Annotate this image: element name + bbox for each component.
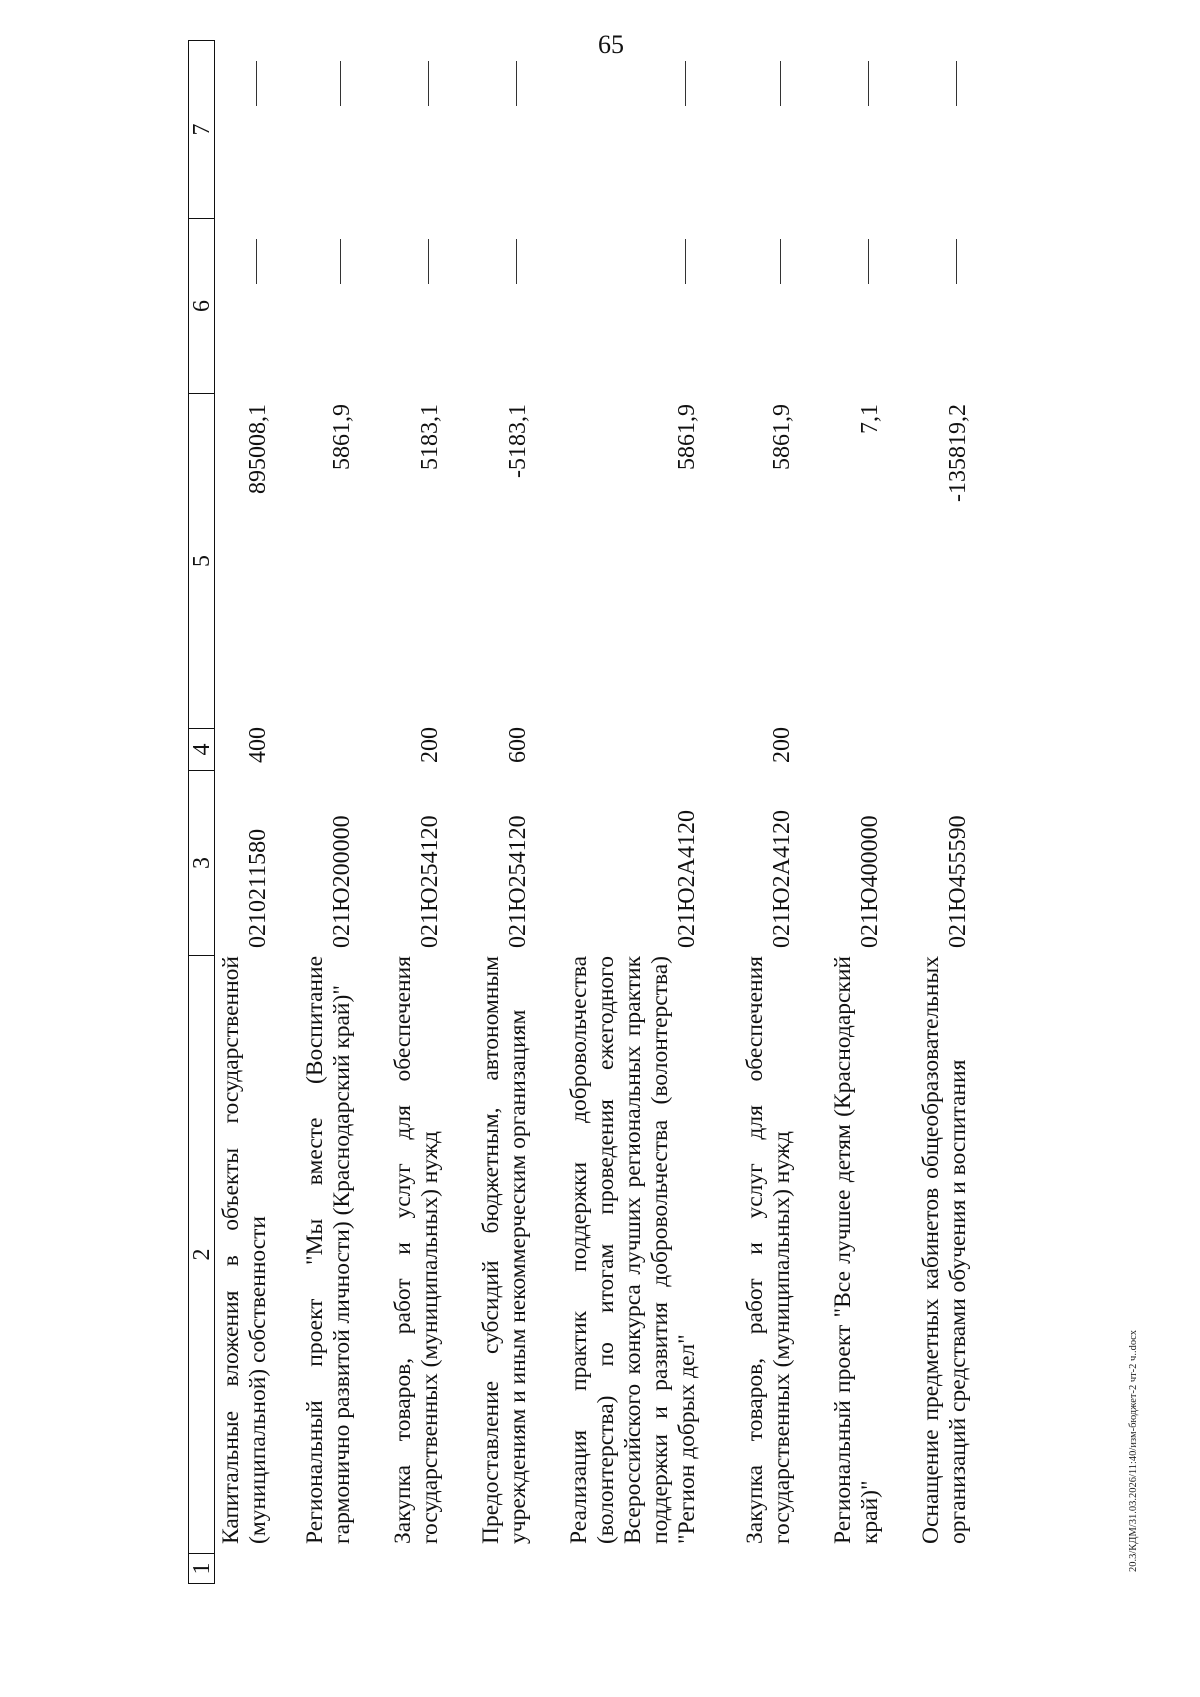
row-type: 600 — [505, 727, 531, 763]
row-name: Предоставление субсидий бюджетным, автономным учреждениям и иным некоммерческим организациям — [478, 956, 531, 1544]
row-name: Закупка товаров, работ и услуг для обеспечения государственных (муниципальных) нужд — [390, 956, 443, 1544]
row-name: Оснащение предметных кабинетов общеобразовательных организаций средствами обучения и воспитания — [918, 956, 971, 1544]
row-type: 200 — [417, 727, 443, 763]
row-code: 021Ю200000 — [329, 815, 355, 948]
dash-col-6 — [685, 239, 686, 284]
budget-table — [188, 40, 1078, 1584]
row-code: 021Ю2А4120 — [674, 810, 700, 948]
header-col-3: 3 — [188, 771, 215, 956]
row-amount: 7,1 — [857, 404, 883, 434]
row-code: 021Ю455590 — [945, 815, 971, 948]
dash-col-6 — [340, 239, 341, 284]
row-name: Региональный проект "Все лучшее детям (Краснодарский край)" — [830, 956, 883, 1544]
row-type: 200 — [769, 727, 795, 763]
dash-col-7 — [956, 61, 957, 106]
dash-col-6 — [428, 239, 429, 284]
row-amount: 5861,9 — [329, 404, 355, 470]
dash-col-7 — [780, 61, 781, 106]
row-name: Реализация практик поддержки добровольчества (волонтерства) по итогам проведения ежегодного Всероссийского конкурса лучших региональных практик поддержки и развития добровольчества (волонтерства) "Регион добрых дел" — [566, 956, 700, 1544]
dash-col-7 — [340, 61, 341, 106]
row-code: 021Ю400000 — [857, 815, 883, 948]
dash-col-6 — [516, 239, 517, 284]
row-name: Региональный проект "Мы вместе (Воспитание гармонично развитой личности) (Краснодарский край)" — [302, 956, 355, 1544]
row-code: 021Ю254120 — [417, 815, 443, 948]
row-name: Закупка товаров, работ и услуг для обеспечения государственных (муниципальных) нужд — [742, 956, 795, 1544]
row-amount: 5861,9 — [769, 404, 795, 470]
row-amount: 5183,1 — [417, 404, 443, 470]
header-col-1: 1 — [188, 1554, 215, 1584]
header-col-2: 2 — [188, 956, 215, 1554]
page-number: 65 — [598, 30, 624, 59]
dash-col-6 — [868, 239, 869, 284]
row-amount: 5861,9 — [674, 404, 700, 470]
dash-col-7 — [516, 61, 517, 106]
row-amount: -135819,2 — [945, 404, 971, 502]
dash-col-6 — [780, 239, 781, 284]
row-name: Капитальные вложения в объекты государственной (муниципальной) собственности — [218, 956, 271, 1544]
header-col-5: 5 — [188, 394, 215, 729]
header-col-6: 6 — [188, 219, 215, 394]
document-file-path: 20.3/КДМ/31.03.2026/11:40/изм-бюджет-2 чт-2 ч..docx — [1128, 1330, 1139, 1572]
row-amount: -5183,1 — [505, 404, 531, 478]
dash-col-6 — [956, 239, 957, 284]
row-code: 0210211580 — [245, 828, 271, 948]
row-amount: 895008,1 — [245, 404, 271, 494]
dash-col-7 — [685, 61, 686, 106]
row-code: 021Ю254120 — [505, 815, 531, 948]
row-type: 400 — [245, 727, 271, 763]
dash-col-6 — [256, 239, 257, 284]
dash-col-7 — [428, 61, 429, 106]
dash-col-7 — [256, 61, 257, 106]
dash-col-7 — [868, 61, 869, 106]
row-code: 021Ю2А4120 — [769, 810, 795, 948]
header-col-7: 7 — [188, 40, 215, 219]
header-col-4: 4 — [188, 729, 215, 771]
